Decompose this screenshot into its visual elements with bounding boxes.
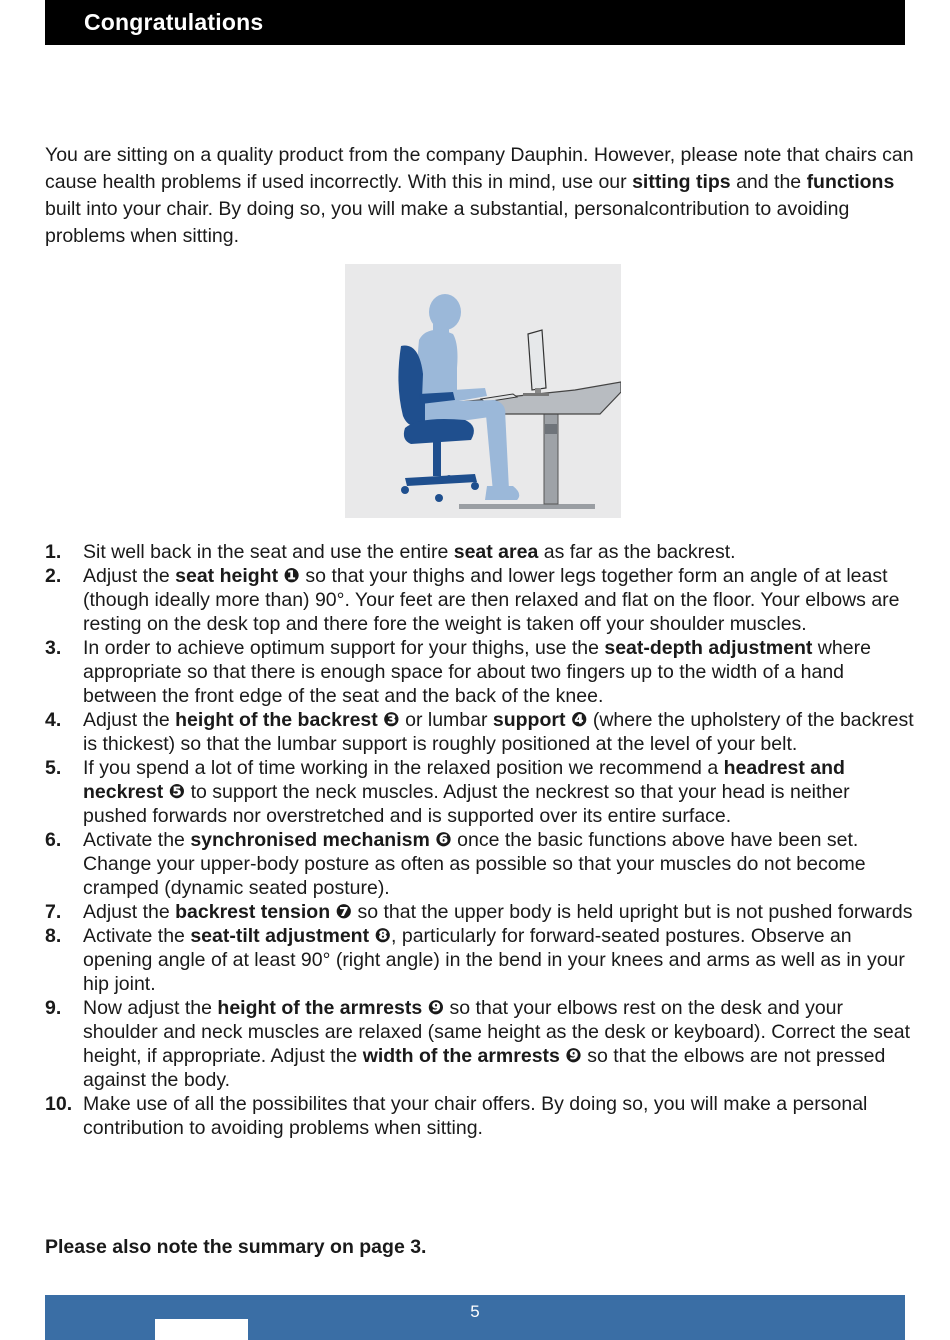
step-text: so that your thighs and lower legs together form an angle of at least (though ideally more than) 90°. Your feet are then relaxed and flat on the floor. Your elbows are resting on the desk top and there fore the weight is taken off your shoulder muscles.	[83, 565, 900, 635]
step-text: Adjust the	[83, 709, 176, 731]
step-bold: synchronised mechanism ❻	[190, 829, 452, 851]
step-bold: height of the backrest ❸	[175, 709, 400, 731]
step-text: Sit well back in the seat and use the entire	[83, 541, 454, 563]
list-item	[45, 564, 917, 636]
step-bold: height of the armrests ❾	[217, 997, 445, 1019]
step-bold: seat area	[453, 541, 539, 563]
step-text: so that the upper body is held upright but is not pushed forwards	[352, 901, 913, 923]
step-number: 3.	[45, 637, 62, 659]
step-bold: seat-tilt adjustment ❽	[190, 925, 392, 947]
step-number: 6.	[45, 829, 62, 851]
intro-bold-sitting-tips: sitting tips	[632, 171, 731, 193]
list-item	[45, 900, 917, 924]
step-number: 9.	[45, 997, 62, 1019]
step-text: as far as the backrest.	[538, 541, 736, 563]
step-number: 8.	[45, 925, 62, 947]
intro-paragraph	[45, 142, 915, 250]
step-bold: seat-depth adjustment	[604, 637, 813, 659]
list-item	[45, 756, 917, 828]
step-text: Activate the	[83, 925, 191, 947]
step-text: where appropriate so that there is enough space for about two fingers up to the width of a hand between the front edge of the seat and the back of the knee.	[83, 637, 871, 707]
step-text: or lumbar	[399, 709, 493, 731]
step-bold: headrest and neckrest ❺	[83, 757, 845, 803]
list-item	[45, 924, 917, 996]
step-text: , particularly for forward-seated postures. Observe an opening angle of at least 90° (right angle) in the bend in your knees and arms as well as in your hip joint.	[83, 925, 905, 995]
step-bold: seat height ❶	[175, 565, 301, 587]
step-number: 10.	[45, 1093, 73, 1115]
step-text: to support the neck muscles. Adjust the neckrest so that your head is neither pushed forwards nor overstretched and is supported over its entire surface.	[83, 781, 850, 827]
step-text: Adjust the	[83, 901, 176, 923]
step-text: Activate the	[83, 829, 191, 851]
intro-text: built into your chair. By doing so, you will make a substantial, personalcontribution to avoiding problems when sitting.	[45, 198, 850, 247]
list-item	[45, 540, 917, 564]
list-item	[45, 996, 917, 1092]
step-text: Make use of all the possibilites that your chair offers. By doing so, you will make a personal contribution to avoiding problems when sitting.	[83, 1093, 868, 1139]
step-number: 2.	[45, 565, 62, 587]
step-text: Now adjust the	[83, 997, 218, 1019]
intro-bold-functions: functions	[806, 171, 895, 193]
list-item	[45, 708, 917, 756]
step-text: once the basic functions above have been set. Change your upper-body posture as often as possible so that your muscles do not become cramped (dynamic seated posture).	[83, 829, 866, 899]
intro-text: You are sitting on a quality product from the company Dauphin. However, please note that chairs can cause health problems if used incorrectly. With this in mind, use our	[45, 144, 914, 193]
step-text: If you spend a lot of time working in the relaxed position we recommend a	[83, 757, 724, 779]
header-bar	[45, 0, 905, 45]
footer-bar	[45, 1295, 905, 1340]
footer-tab	[155, 1319, 248, 1340]
step-text: In order to achieve optimum support for your thighs, use the	[83, 637, 605, 659]
step-bold: support ❹	[492, 709, 588, 731]
step-text: Adjust the	[83, 565, 176, 587]
step-number: 4.	[45, 709, 62, 731]
step-text: so that your elbows rest on the desk and your shoulder and neck muscles are relaxed (same height as the desk or keyboard). Correct the seat height, if appropriate. Adjust the	[83, 997, 911, 1067]
step-number: 5.	[45, 757, 62, 779]
list-item	[45, 636, 917, 708]
step-text: (where the upholstery of the backrest is thickest) so that the lumbar support is roughly positioned at the level of your belt.	[83, 709, 914, 755]
step-text: so that the elbows are not pressed against the body.	[83, 1045, 886, 1091]
step-bold: backrest tension ❼	[175, 901, 353, 923]
closing-note: Please also note the summary on page 3.	[45, 1236, 427, 1258]
page-number: 5	[470, 1302, 480, 1321]
step-number: 1.	[45, 541, 62, 563]
step-number: 7.	[45, 901, 62, 923]
intro-text: and the	[730, 171, 807, 193]
list-item	[45, 828, 917, 900]
list-item	[45, 1092, 917, 1140]
page-title: Congratulations	[84, 9, 264, 35]
sitting-tips-list	[45, 540, 917, 1140]
step-bold: width of the armrests ❾	[362, 1045, 582, 1067]
sitting-posture-illustration	[345, 264, 621, 518]
desk-chair-person-icon	[345, 264, 621, 518]
